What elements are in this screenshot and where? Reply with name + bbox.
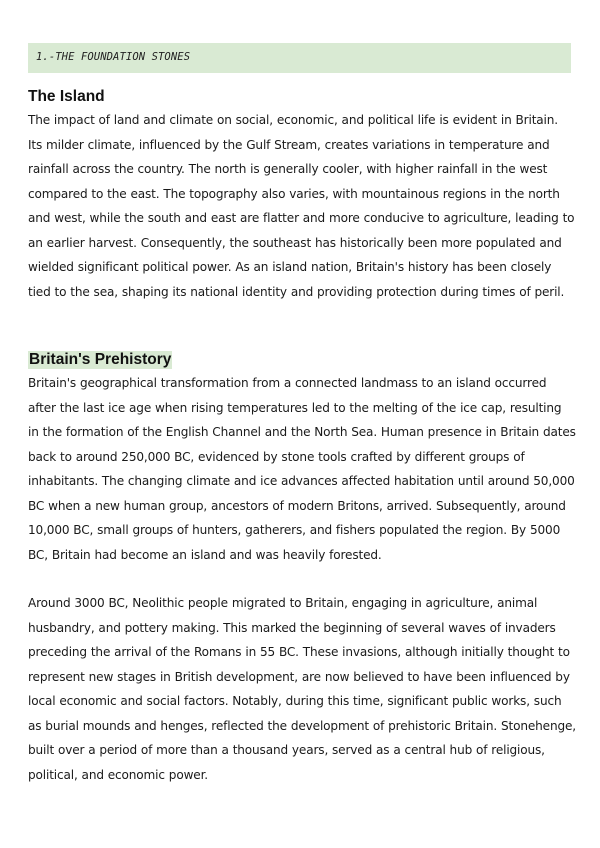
chapter-title: 1.-THE FOUNDATION STONES [36,51,191,63]
chapter-banner [28,43,571,73]
section-heading-island: The Island [28,88,105,105]
section-heading-prehistory: Britain's Prehistory [29,351,172,368]
prehistory-paragraph-1: Britain's geographical transformation from a connected landmass to an island occurred after the last ice age when rising temperatures led to the melting of the ice cap, resulting in the formation of the English Channel and the North Sea. Human presence in Britain dates back to around 250,000 BC, evidenced by stone tools crafted by different groups of inhabitants. The changing climate and ice advances affected habitation until around 50,000 BC when a new human group, ancestors of modern Britons, arrived. Subsequently, around 10,000 BC, small groups of hunters, gatherers, and fishers populated the region. By 5000 BC, Britain had become an island and was heavily forested. [28,376,576,562]
island-paragraph: The impact of land and climate on social, economic, and political life is evident in Britain. Its milder climate, influenced by the Gulf Stream, creates variations in temperature and rainfall across the country. The north is generally cooler, with higher rainfall in the west compared to the east. The topography also varies, with mountainous regions in the north and west, while the south and east are flatter and more conducive to agriculture, leading to an earlier harvest. Consequently, the southeast has historically been more populated and wielded significant political power. As an island nation, Britain's history has been closely tied to the sea, shaping its national identity and providing protection during times of peril. [28,113,575,299]
prehistory-paragraph-2: Around 3000 BC, Neolithic people migrated to Britain, engaging in agriculture, animal husbandry, and pottery making. This marked the beginning of several waves of invaders preceding the arrival of the Romans in 55 BC. These invasions, although initially thought to represent new stages in British development, are now believed to have been influenced by local economic and social factors. Notably, during this time, significant public works, such as burial mounds and henges, reflected the development of prehistoric Britain. Stonehenge, built over a period of more than a thousand years, served as a central hub of religious, political, and economic power. [28,596,576,782]
